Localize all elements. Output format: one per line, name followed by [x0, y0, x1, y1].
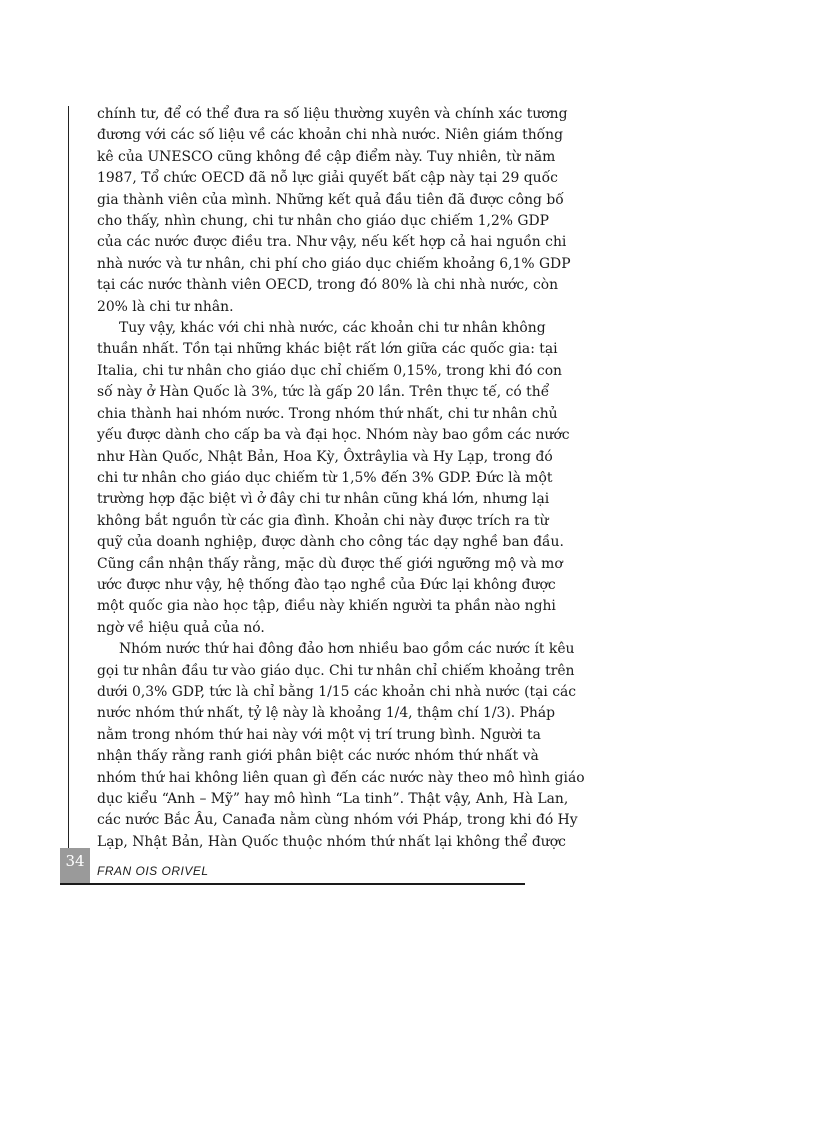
text-line: số này ở Hàn Quốc là 3%, tức là gấp 20 lần. Trên thực tế, có thể [97, 384, 550, 401]
text-line: gọi tư nhân đầu tư vào giáo dục. Chi tư nhân chỉ chiếm khoảng trên [97, 662, 575, 679]
text-line: tại các nước thành viên OECD, trong đó 80% là chi nhà nước, còn [97, 277, 559, 294]
text-line: dưới 0,3% GDP, tức là chỉ bằng 1/15 các khoản chi nhà nước (tại các [97, 683, 577, 700]
text-line: không bắt nguồn từ các gia đình. Khoản chi này được trích ra từ [97, 512, 549, 529]
text-line: Lạp, Nhật Bản, Hàn Quốc thuộc nhóm thứ nhất lại không thể được [97, 833, 566, 850]
text-line: ngờ về hiệu quả của nó. [97, 619, 265, 636]
text-line: của các nước được điều tra. Như vậy, nếu kết hợp cả hai nguồn chi [97, 234, 567, 251]
text-line: thuần nhất. Tồn tại những khác biệt rất lớn giữa các quốc gia: tại [97, 341, 558, 358]
text-line: Tuy vậy, khác với chi nhà nước, các khoản chi tư nhân không [119, 320, 546, 337]
text-line: nhà nước và tư nhân, chi phí cho giáo dục chiếm khoảng 6,1% GDP [97, 255, 571, 272]
text-line: nằm trong nhóm thứ hai này với một vị trí trung bình. Người ta [97, 726, 541, 743]
text-line: các nước Bắc Âu, Canađa nằm cùng nhóm với Pháp, trong khi đó Hy [97, 812, 578, 829]
text-line: yếu được dành cho cấp ba và đại học. Nhóm này bao gồm các nước [97, 427, 570, 444]
footer-rule [60, 883, 525, 885]
text-line: nhóm thứ hai không liên quan gì đến các nước này theo mô hình giáo [97, 769, 585, 786]
page-number: 34 [65, 852, 85, 870]
text-line: cho thấy, nhìn chung, chi tư nhân cho giáo dục chiếm 1,2% GDP [97, 213, 549, 230]
running-footer-author: FRAN OIS ORIVEL [97, 864, 209, 878]
text-line: nhận thấy rằng ranh giới phân biệt các nước nhóm thứ nhất và [97, 748, 539, 765]
text-line: 1987, Tổ chức OECD đã nỗ lực giải quyết bất cập này tại 29 quốc [97, 170, 558, 187]
text-line: chính tư, để có thể đưa ra số liệu thường xuyên và chính xác tương [97, 106, 568, 122]
left-margin-rule [68, 106, 69, 885]
body-text [97, 104, 585, 853]
text-line: như Hàn Quốc, Nhật Bản, Hoa Kỳ, Ôxtrâylia và Hy Lạp, trong đó [97, 448, 553, 465]
text-line: Nhóm nước thứ hai đông đảo hơn nhiều bao gồm các nước ít kêu [119, 641, 575, 658]
text-line: kê của UNESCO cũng không đề cập điểm này. Tuy nhiên, từ năm [97, 148, 556, 165]
text-line: gia thành viên của mình. Những kết quả đầu tiên đã được công bố [97, 191, 564, 208]
text-line: chia thành hai nhóm nước. Trong nhóm thứ nhất, chi tư nhân chủ [97, 405, 558, 422]
text-line: một quốc gia nào học tập, điều này khiến người ta phần nào nghi [97, 598, 556, 615]
text-line: chi tư nhân cho giáo dục chiếm từ 1,5% đến 3% GDP. Đức là một [97, 469, 553, 486]
text-line: nước nhóm thứ nhất, tỷ lệ này là khoảng 1/4, thậm chí 1/3). Pháp [97, 705, 556, 722]
text-line: dục kiểu “Anh – Mỹ” hay mô hình “La tinh”. Thật vậy, Anh, Hà Lan, [97, 791, 569, 807]
text-line: 20% là chi tư nhân. [97, 298, 234, 315]
text-line: đương với các số liệu về các khoản chi nhà nước. Niên giám thống [97, 127, 564, 144]
text-line: quỹ của doanh nghiệp, được dành cho công tác dạy nghề ban đầu. [97, 534, 564, 551]
text-line: ước được như vậy, hệ thống đào tạo nghề của Đức lại không được [97, 576, 556, 593]
text-line: Italia, chi tư nhân cho giáo dục chỉ chiếm 0,15%, trong khi đó con [97, 362, 563, 379]
text-line: trường hợp đặc biệt vì ở đây chi tư nhân cũng khá lớn, nhưng lại [97, 491, 550, 508]
text-line: Cũng cần nhận thấy rằng, mặc dù được thế giới ngưỡng mộ và mơ [97, 555, 563, 572]
